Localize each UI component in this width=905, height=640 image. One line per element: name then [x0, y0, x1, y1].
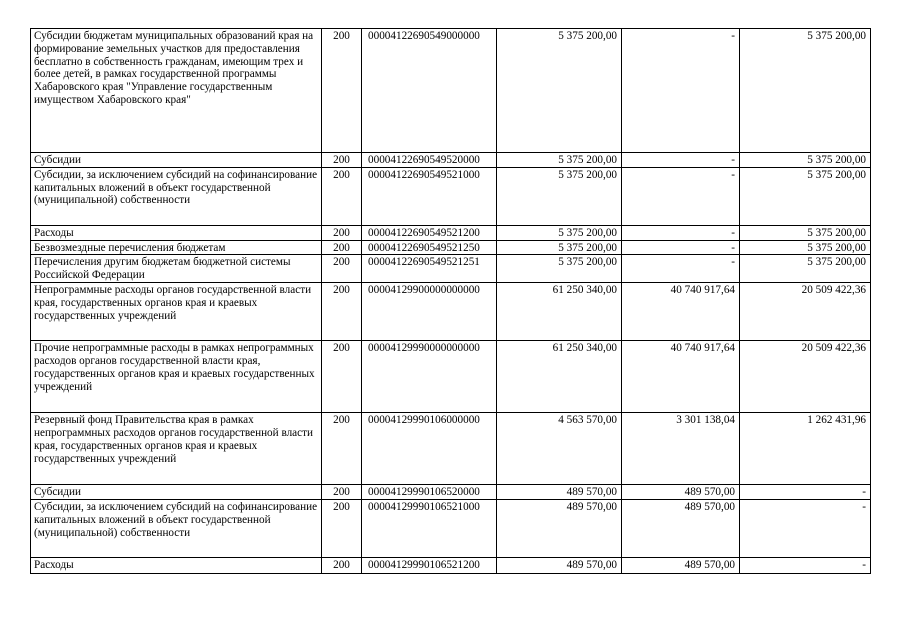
row-kbk: 00004129990106521200	[362, 558, 497, 574]
row-kbk: 00004122690549521200	[362, 225, 497, 240]
row-unexecuted: -	[740, 500, 871, 558]
row-approved: 489 570,00	[497, 558, 622, 574]
row-unexecuted: 5 375 200,00	[740, 153, 871, 168]
row-executed: -	[622, 240, 740, 255]
row-unexecuted: 20 509 422,36	[740, 283, 871, 341]
table-row	[31, 485, 871, 500]
row-name: Субсидии, за исключением субсидий на софинансирование капитальных вложений в объект государственной (муниципальной) собственности	[31, 500, 322, 558]
row-unexecuted: 5 375 200,00	[740, 255, 871, 283]
row-kbk: 00004122690549521251	[362, 255, 497, 283]
row-approved: 61 250 340,00	[497, 283, 622, 341]
row-unexecuted: 5 375 200,00	[740, 29, 871, 153]
table-row	[31, 167, 871, 225]
row-approved: 489 570,00	[497, 485, 622, 500]
row-executed: 3 301 138,04	[622, 413, 740, 485]
table-row	[31, 500, 871, 558]
row-executed: -	[622, 153, 740, 168]
row-executed: 40 740 917,64	[622, 283, 740, 341]
row-unexecuted: 5 375 200,00	[740, 240, 871, 255]
row-kbk: 00004129990106000000	[362, 413, 497, 485]
row-code: 200	[322, 167, 362, 225]
row-unexecuted: 20 509 422,36	[740, 341, 871, 413]
row-code: 200	[322, 29, 362, 153]
row-kbk: 00004129990000000000	[362, 341, 497, 413]
table-row	[31, 225, 871, 240]
row-kbk: 00004122690549000000	[362, 29, 497, 153]
row-code: 200	[322, 485, 362, 500]
row-kbk: 00004129990106521000	[362, 500, 497, 558]
row-code: 200	[322, 283, 362, 341]
row-executed: -	[622, 29, 740, 153]
budget-table-body	[31, 29, 871, 574]
row-approved: 5 375 200,00	[497, 153, 622, 168]
row-kbk: 00004122690549521250	[362, 240, 497, 255]
row-code: 200	[322, 240, 362, 255]
table-row	[31, 283, 871, 341]
table-row	[31, 558, 871, 574]
row-unexecuted: 5 375 200,00	[740, 167, 871, 225]
row-executed: 489 570,00	[622, 485, 740, 500]
row-executed: -	[622, 255, 740, 283]
table-row	[31, 341, 871, 413]
row-name: Субсидии	[31, 485, 322, 500]
row-approved: 489 570,00	[497, 500, 622, 558]
row-kbk: 00004129900000000000	[362, 283, 497, 341]
row-approved: 5 375 200,00	[497, 255, 622, 283]
row-name: Субсидии бюджетам муниципальных образований края на формирование земельных участков для предоставления бесплатно в собственность гражданам, имеющим трех и более детей, в рамках государственной программы Хабаровского края "Управление государственным имуществом Хабаровского края"	[31, 29, 322, 153]
table-row	[31, 29, 871, 153]
row-approved: 4 563 570,00	[497, 413, 622, 485]
row-approved: 5 375 200,00	[497, 225, 622, 240]
row-executed: 40 740 917,64	[622, 341, 740, 413]
row-kbk: 00004122690549521000	[362, 167, 497, 225]
row-approved: 5 375 200,00	[497, 240, 622, 255]
row-code: 200	[322, 255, 362, 283]
budget-table	[30, 28, 871, 574]
row-unexecuted: -	[740, 485, 871, 500]
table-row	[31, 240, 871, 255]
row-name: Прочие непрограммные расходы в рамках непрограммных расходов органов государственной власти края, государственных органов края и краевых государственных учреждений	[31, 341, 322, 413]
row-kbk: 00004122690549520000	[362, 153, 497, 168]
row-name: Перечисления другим бюджетам бюджетной системы Российской Федерации	[31, 255, 322, 283]
row-code: 200	[322, 341, 362, 413]
row-code: 200	[322, 558, 362, 574]
row-kbk: 00004129990106520000	[362, 485, 497, 500]
row-executed: -	[622, 167, 740, 225]
table-row	[31, 255, 871, 283]
row-unexecuted: 1 262 431,96	[740, 413, 871, 485]
row-name: Безвозмездные перечисления бюджетам	[31, 240, 322, 255]
row-unexecuted: -	[740, 558, 871, 574]
row-code: 200	[322, 153, 362, 168]
row-approved: 5 375 200,00	[497, 29, 622, 153]
row-approved: 61 250 340,00	[497, 341, 622, 413]
row-approved: 5 375 200,00	[497, 167, 622, 225]
row-code: 200	[322, 500, 362, 558]
row-name: Расходы	[31, 225, 322, 240]
row-code: 200	[322, 225, 362, 240]
row-name: Резервный фонд Правительства края в рамках непрограммных расходов органов государственной власти края, государственных органов края и краевых государственных учреждений	[31, 413, 322, 485]
row-executed: 489 570,00	[622, 558, 740, 574]
row-name: Субсидии	[31, 153, 322, 168]
row-name: Расходы	[31, 558, 322, 574]
row-code: 200	[322, 413, 362, 485]
table-row	[31, 153, 871, 168]
row-name: Непрограммные расходы органов государственной власти края, государственных органов края и краевых государственных учреждений	[31, 283, 322, 341]
row-executed: 489 570,00	[622, 500, 740, 558]
row-unexecuted: 5 375 200,00	[740, 225, 871, 240]
row-name: Субсидии, за исключением субсидий на софинансирование капитальных вложений в объект государственной (муниципальной) собственности	[31, 167, 322, 225]
table-row	[31, 413, 871, 485]
row-executed: -	[622, 225, 740, 240]
